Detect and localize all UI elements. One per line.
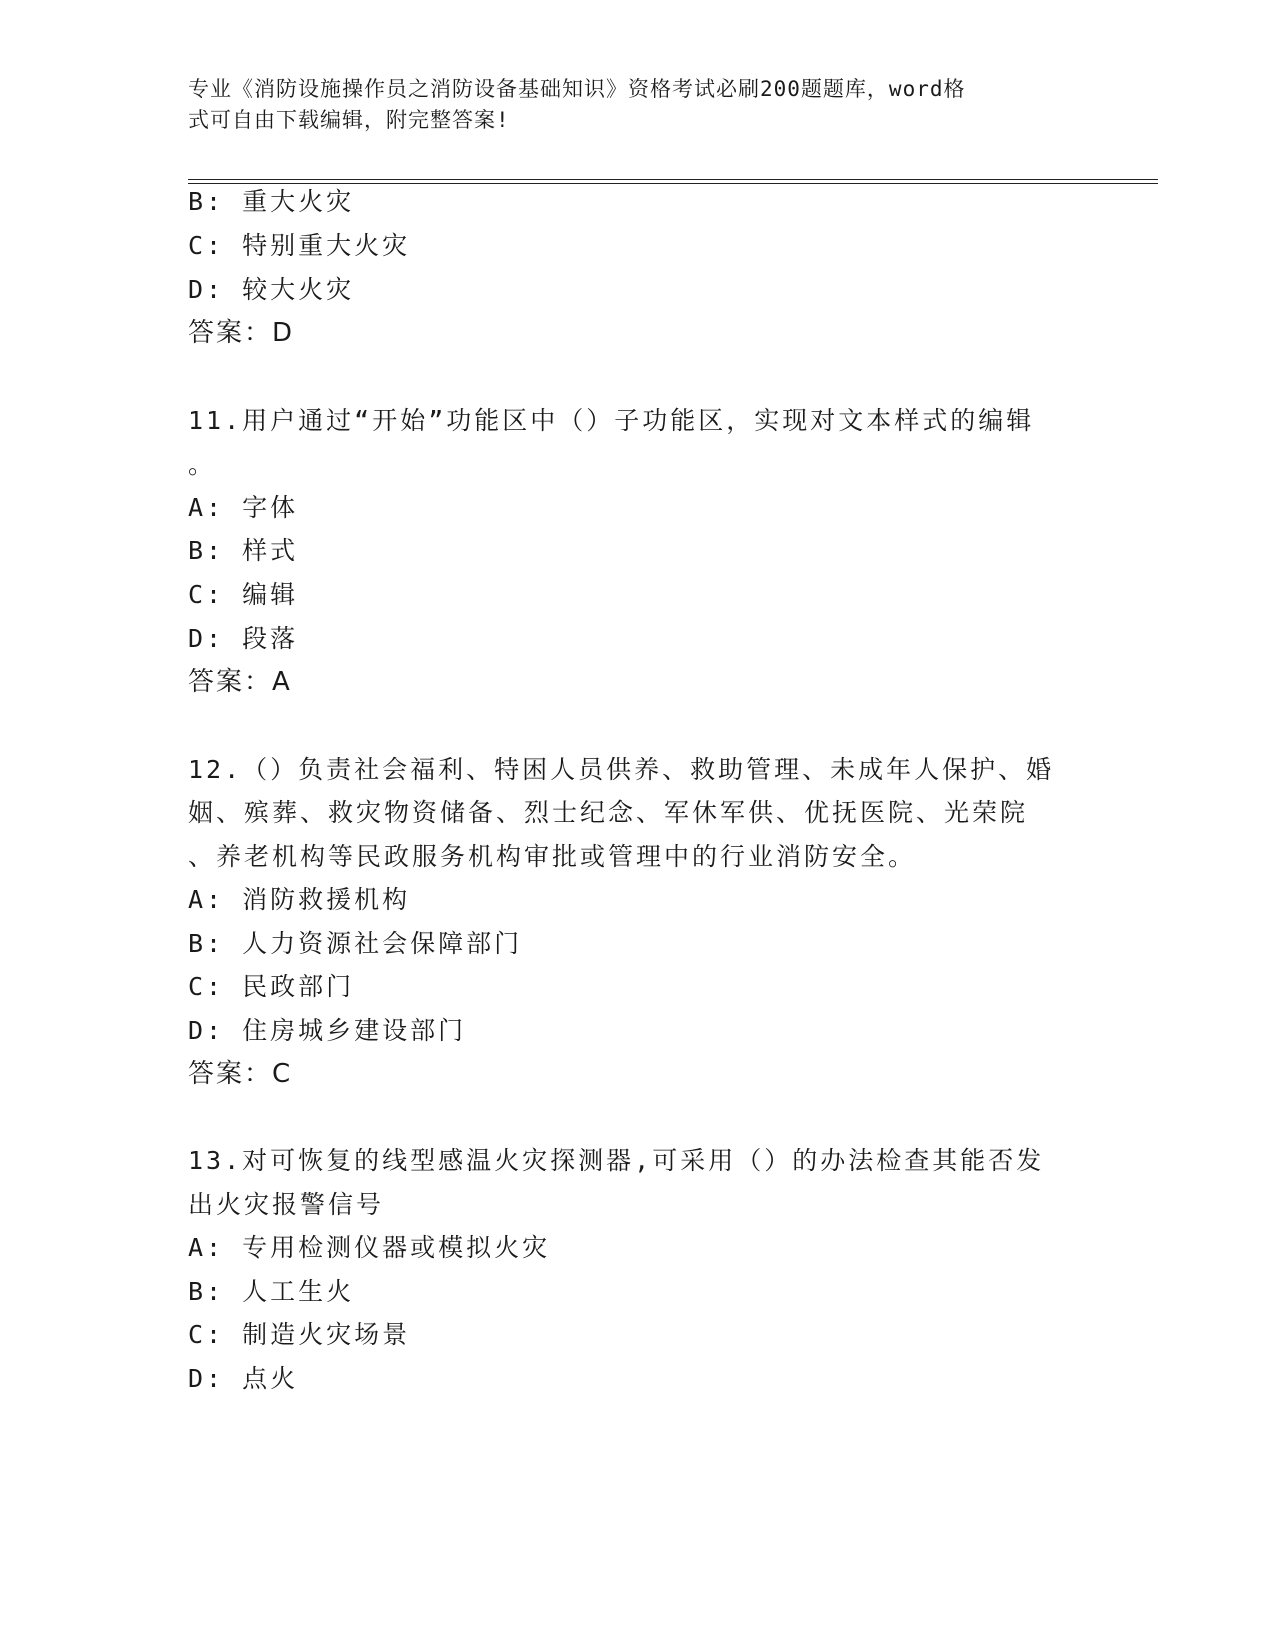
q11-option-b: B: 样式 — [188, 536, 299, 565]
q11-stem-line-1: 11.用户通过“开始”功能区中（）子功能区，实现对文本样式的编辑 — [188, 406, 1035, 435]
q12-option-a: A: 消防救援机构 — [188, 885, 411, 914]
q13-stem-line-1: 13.对可恢复的线型感温火灾探测器,可采用（）的办法检查其能否发 — [188, 1146, 1045, 1175]
q12-stem-line-3: 、养老机构等民政服务机构审批或管理中的行业消防安全。 — [188, 842, 917, 871]
q12-stem-line-2: 姻、殡葬、救灾物资储备、烈士纪念、军休军供、优抚医院、光荣院 — [188, 798, 1029, 827]
q10-option-c: C: 特别重大火灾 — [188, 231, 411, 260]
q12-option-b: B: 人力资源社会保障部门 — [188, 929, 523, 958]
q13-option-d: D: 点火 — [188, 1364, 299, 1393]
q12-option-c: C: 民政部门 — [188, 972, 355, 1001]
q10-option-b: B: 重大火灾 — [188, 187, 355, 216]
q10-answer: 答案：D — [188, 318, 295, 348]
q11-answer: 答案：A — [188, 667, 292, 697]
q13-option-a: A: 专用检测仪器或模拟火灾 — [188, 1233, 551, 1262]
q13-stem-line-2: 出火灾报警信号 — [188, 1190, 385, 1219]
q11-option-a: A: 字体 — [188, 493, 299, 522]
q12-option-d: D: 住房城乡建设部门 — [188, 1016, 467, 1045]
q11-option-d: D: 段落 — [188, 624, 299, 653]
header-line-1: 专业《消防设施操作员之消防设备基础知识》资格考试必刷200题题库，word格 — [188, 77, 966, 101]
q11-stem-line-2: 。 — [188, 450, 217, 479]
q11-option-c: C: 编辑 — [188, 580, 299, 609]
document-header — [188, 74, 1068, 136]
header-line-2: 式可自由下载编辑，附完整答案! — [188, 108, 510, 132]
q13-option-c: C: 制造火灾场景 — [188, 1320, 411, 1349]
q12-answer: 答案：C — [188, 1059, 293, 1089]
q13-option-b: B: 人工生火 — [188, 1277, 355, 1306]
q12-stem-line-1: 12.（）负责社会福利、特困人员供养、救助管理、未成年人保护、婚 — [188, 755, 1055, 784]
q10-option-d: D: 较大火灾 — [188, 275, 355, 304]
